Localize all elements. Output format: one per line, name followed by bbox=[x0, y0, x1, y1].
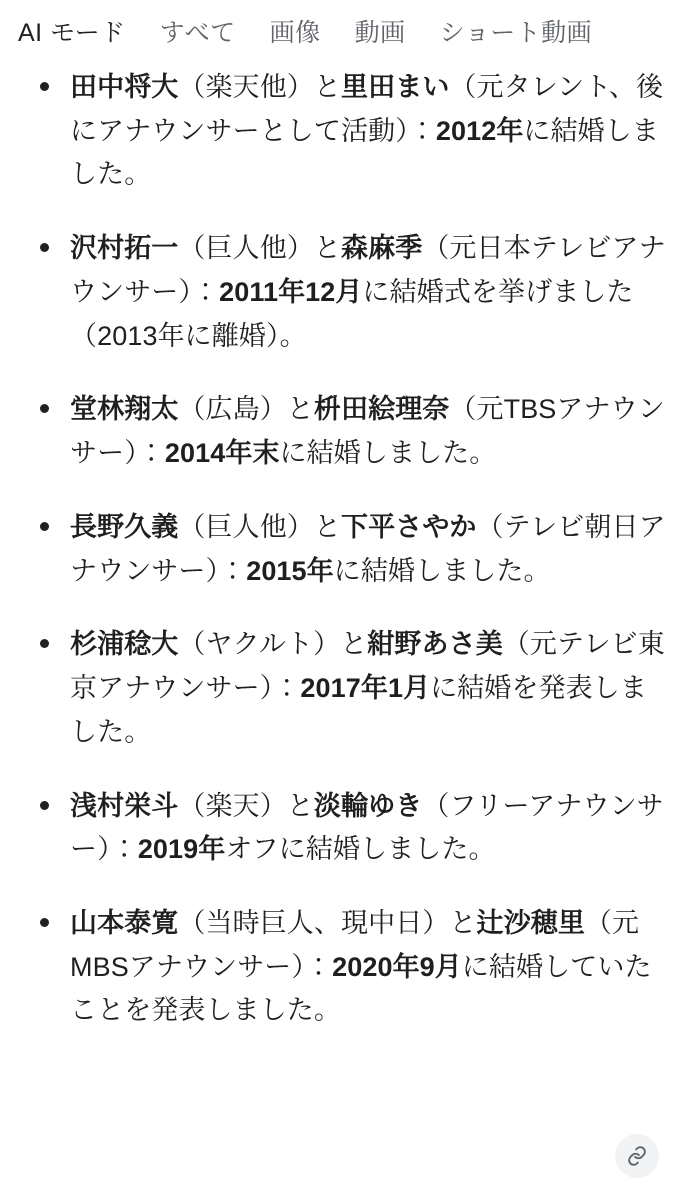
answer-highlight-text: 沢村拓一 bbox=[70, 233, 179, 264]
answer-highlight-text: 下平さやか bbox=[341, 511, 477, 542]
answer-highlight-text: 杉浦稔大 bbox=[70, 629, 179, 660]
answer-text: に結婚していたことを発表しました。 bbox=[70, 951, 652, 1026]
answer-text: （元タレント、後にアナウンサーとして活動）： bbox=[70, 72, 664, 146]
answer-text: （楽天）と bbox=[178, 790, 314, 821]
answer-text: （元テレビ東京アナウンサー）： bbox=[70, 629, 665, 704]
answer-highlight-text: 2012年 bbox=[435, 115, 524, 146]
answer-list-item bbox=[26, 388, 667, 475]
answer-text: （元TBSアナウンサー）： bbox=[70, 394, 665, 469]
answer-highlight-text: 長野久義 bbox=[70, 511, 179, 542]
answer-text: に結婚を発表しました。 bbox=[70, 673, 647, 747]
answer-text: に結婚しました。 bbox=[70, 115, 659, 190]
answer-list-item bbox=[26, 506, 667, 593]
answer-list-item bbox=[26, 623, 667, 754]
answer-highlight-text: 里田まい bbox=[341, 72, 450, 102]
answer-text: （広島）と bbox=[178, 394, 314, 425]
answer-list-item bbox=[26, 902, 667, 1033]
answer-text: （ヤクルト）と bbox=[178, 629, 368, 660]
answer-highlight-text: 2015年 bbox=[246, 555, 334, 586]
answer-text: に結婚しました。 bbox=[333, 555, 551, 586]
link-icon[interactable] bbox=[615, 1134, 659, 1178]
answer-highlight-text: 森麻季 bbox=[341, 233, 423, 264]
answer-text: に結婚式を挙げました（2013年に離婚）。 bbox=[70, 276, 634, 351]
answer-text: （テレビ朝日アナウンサー）： bbox=[70, 511, 666, 586]
answer-list-item bbox=[26, 227, 667, 358]
tab-all[interactable]: すべて bbox=[159, 19, 236, 47]
tab-videos[interactable]: 動画 bbox=[354, 19, 406, 47]
answer-text: （フリーアナウンサー）： bbox=[70, 790, 664, 865]
answer-highlight-text: 辻沙穂里 bbox=[476, 908, 585, 939]
answer-highlight-text: 2017年1月 bbox=[300, 673, 431, 704]
tab-short-videos[interactable]: ショート動画 bbox=[439, 19, 593, 47]
answer-highlight-text: 田中将大 bbox=[70, 72, 179, 102]
answer-highlight-text: 2019年 bbox=[137, 834, 226, 865]
answer-bullet-list bbox=[26, 66, 667, 1033]
answer-text: （元MBSアナウンサー）： bbox=[70, 908, 640, 982]
answer-highlight-text: 2020年9月 bbox=[332, 951, 462, 982]
search-tab-bar bbox=[0, 0, 693, 62]
answer-highlight-text: 山本泰寛 bbox=[70, 908, 179, 939]
answer-highlight-text: 浅村栄斗 bbox=[70, 790, 179, 821]
answer-text: （当時巨人、現中日）と bbox=[178, 908, 477, 939]
answer-text: に結婚しました。 bbox=[279, 438, 497, 469]
answer-text: （楽天他）と bbox=[178, 72, 342, 102]
tab-images[interactable]: 画像 bbox=[269, 19, 321, 47]
answer-highlight-text: 2011年12月 bbox=[219, 276, 363, 307]
answer-highlight-text: 枡田絵理奈 bbox=[313, 394, 450, 425]
answer-highlight-text: 淡輪ゆき bbox=[313, 790, 423, 821]
answer-highlight-text: 紺野あさ美 bbox=[367, 629, 503, 660]
ai-answer-body bbox=[0, 62, 693, 1033]
answer-list-item bbox=[26, 785, 667, 872]
answer-list-item bbox=[26, 66, 667, 197]
answer-highlight-text: 2014年末 bbox=[164, 438, 280, 469]
answer-text: オフに結婚しました。 bbox=[225, 834, 496, 865]
tab-ai-mode[interactable]: AI モード bbox=[18, 19, 126, 47]
answer-text: （巨人他）と bbox=[178, 233, 342, 264]
answer-highlight-text: 堂林翔太 bbox=[70, 394, 179, 425]
answer-text: （巨人他）と bbox=[178, 511, 342, 542]
answer-text: （元日本テレビアナウンサー）： bbox=[70, 233, 666, 307]
link-glyph bbox=[626, 1145, 648, 1167]
